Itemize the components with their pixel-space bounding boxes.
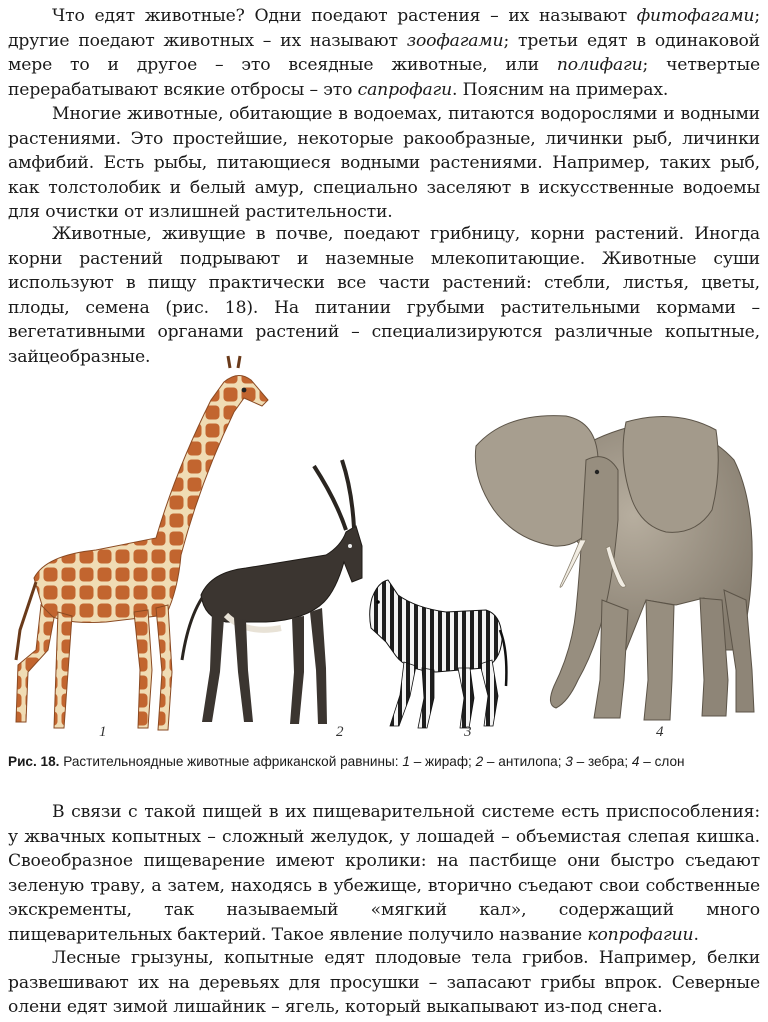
text-run: ; третьи едят в одинаковой мере то и другое – это всеядные животные, или bbox=[8, 30, 760, 76]
text-run: В связи с такой пищей в их пищеварительной системе есть приспособления: у жвачных копытных – сложный желудок, у лошадей – объемистая слепая кишка. Своеобразное пищеварение имеют кролики: на пастбище они быстро съедают зеленую траву, а затем, находясь в убежище, вторично съедают свои собственные экскременты, так называемый «мягкий кал», содержащий много пищеварительных бактерий. Такое явление получило название bbox=[8, 802, 760, 945]
caption-item: – слон bbox=[639, 754, 685, 769]
figure-african-herbivores bbox=[6, 350, 762, 750]
paragraph-forest-rodents bbox=[8, 946, 760, 1020]
caption-ref: Рис. 18. bbox=[8, 754, 60, 769]
paragraph-food-types bbox=[8, 4, 760, 102]
label-2: 2 bbox=[336, 724, 344, 740]
caption-num: 4 bbox=[631, 754, 640, 769]
caption-item: – зебра; bbox=[572, 754, 632, 769]
caption-text: Растительноядные животные африканской равнины: bbox=[59, 754, 403, 769]
text-run: Животные, живущие в почве, поедают грибницу, корни растений. Иногда корни растений подрывают и наземные млекопитающие. Животные суши используют в пищу практически все части растений: стебли, листья, цветы, плоды, семена (рис. 18). На питании грубыми растительными кормами – вегетативными органами растений – специализируются различные копытные, зайцеобразные. bbox=[8, 224, 760, 367]
term-zoophages: зоофагами bbox=[406, 30, 504, 51]
caption-num: 3 bbox=[565, 754, 573, 769]
label-4: 4 bbox=[656, 724, 664, 740]
antelope-illustration bbox=[182, 460, 362, 724]
caption-item: – антилопа; bbox=[483, 754, 566, 769]
caption-num: 2 bbox=[475, 754, 484, 769]
text-run: ; другие поедают животных – их называют bbox=[8, 6, 760, 51]
giraffe-illustration bbox=[16, 356, 268, 730]
caption-item: – жираф; bbox=[409, 754, 476, 769]
text-run: Многие животные, обитающие в водоемах, питаются водорослями и водными растениями. Это простейшие, некоторые ракообразные, личинки рыб, личинки амфибий. Есть рыбы, питающиеся водными растениями. Например, таких рыб, как толстолобик и белый амур, специально заселяют в искусственные водоемы для очистки от излишней растительности. bbox=[8, 104, 760, 223]
term-coprophagy: копрофагии bbox=[587, 924, 694, 945]
term-polyphages: полифаги bbox=[556, 55, 643, 76]
paragraph-soil-and-land-animals bbox=[8, 222, 760, 370]
label-1: 1 bbox=[99, 724, 107, 740]
text-run: ; четвертые перерабатывают всякие отбросы – это bbox=[8, 55, 760, 100]
caption-num: 1 bbox=[402, 754, 410, 769]
elephant-illustration bbox=[475, 416, 754, 720]
text-run: . bbox=[693, 924, 699, 945]
term-saprophages: сапрофаги bbox=[357, 79, 453, 100]
term-phytophages: фитофагами bbox=[636, 6, 755, 26]
zebra-illustration bbox=[370, 580, 507, 728]
text-run: . Поясним на примерах. bbox=[452, 79, 669, 100]
text-run: Что едят животные? Одни поедают растения – их называют bbox=[52, 6, 637, 26]
paragraph-aquatic-animals bbox=[8, 102, 760, 225]
figure-caption bbox=[8, 752, 760, 772]
label-3: 3 bbox=[464, 724, 472, 740]
animals-illustration bbox=[6, 350, 762, 750]
paragraph-digestion-adaptations bbox=[8, 800, 760, 948]
text-run: Лесные грызуны, копытные едят плодовые тела грибов. Например, белки развешивают их на деревьях для просушки – запасают грибы впрок. Северные олени едят зимой лишайник – ягель, который выкапывают из-под снега. bbox=[8, 948, 760, 1018]
